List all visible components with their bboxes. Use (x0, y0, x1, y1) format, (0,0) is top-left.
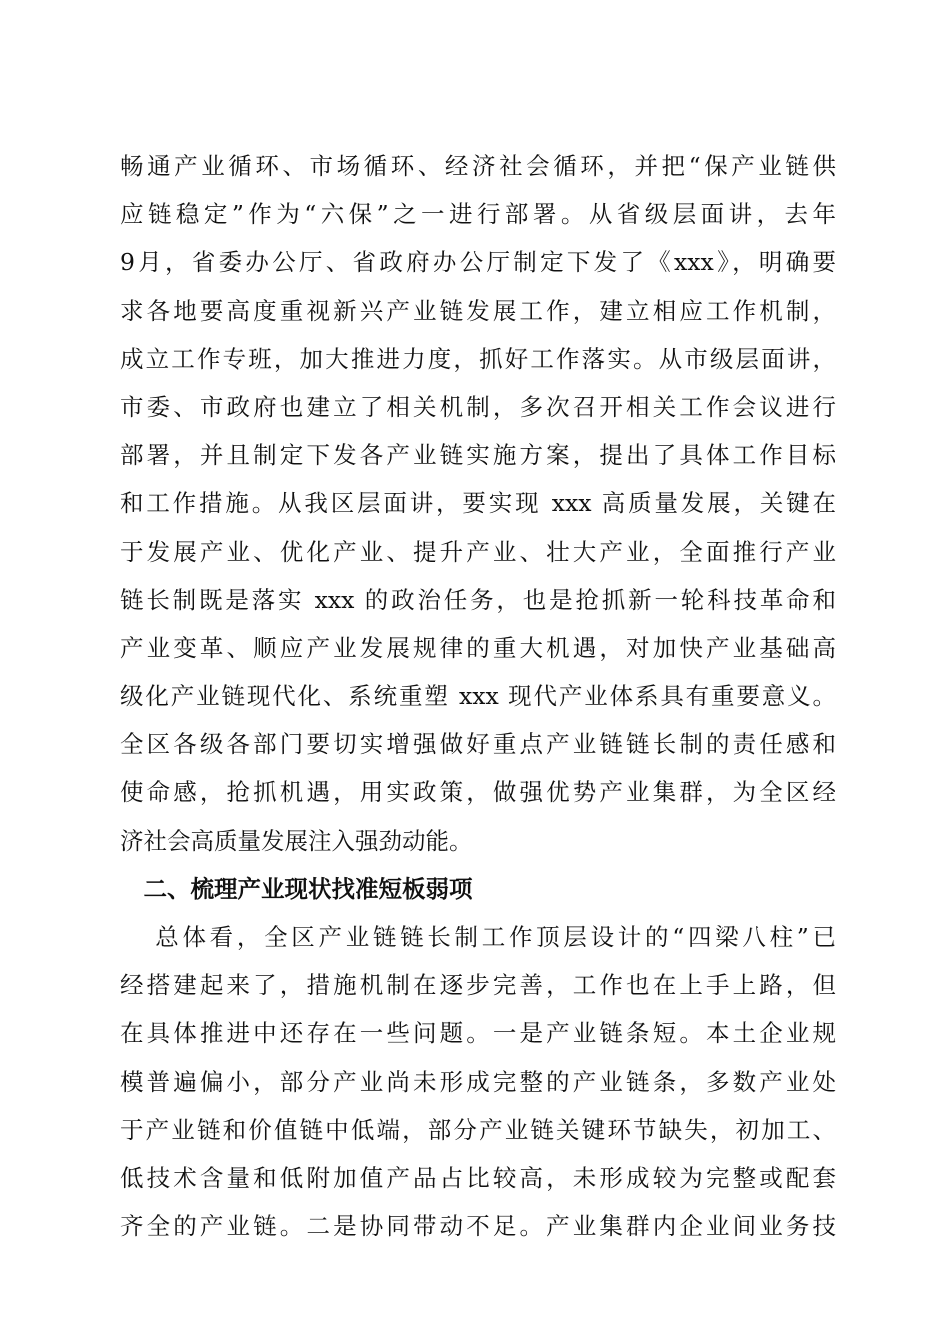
text-line: 齐全的产业链。二是协同带动不足。产业集群内企业间业务技 (120, 1212, 836, 1241)
paragraph-1 (120, 142, 836, 865)
text-line: 级化产业链现代化、系统重塑 xxx 现代产业体系具有重要意义。 (120, 682, 836, 711)
text-line: 应链稳定”作为“六保”之一进行部署。从省级层面讲，去年 (120, 200, 836, 229)
text-line: 产业变革、顺应产业发展规律的重大机遇，对加快产业基础高 (120, 633, 836, 662)
text-line: 9月，省委办公厅、省政府办公厅制定下发了《xxx》，明确要 (120, 248, 836, 277)
text-line: 经搭建起来了，措施机制在逐步完善，工作也在上手上路，但 (120, 971, 836, 1000)
text-line: 低技术含量和低附加值产品占比较高，未形成较为完整或配套 (120, 1163, 836, 1192)
text-line: 畅通产业循环、市场循环、经济社会循环，并把“保产业链供 (120, 152, 836, 180)
text-line: 于产业链和价值链中低端，部分产业链关键环节缺失，初加工、 (120, 1115, 836, 1144)
paragraph-2 (120, 913, 836, 1250)
text-line: 使命感，抢抓机遇，用实政策，做强优势产业集群，为全区经 (120, 778, 836, 807)
text-line: 部署，并且制定下发各产业链实施方案，提出了具体工作目标 (120, 441, 836, 470)
text-line: 全区各级各部门要切实增强做好重点产业链链长制的责任感和 (120, 730, 836, 759)
text-line: 求各地要高度重视新兴产业链发展工作，建立相应工作机制， (120, 296, 836, 325)
text-line: 和工作措施。从我区层面讲，要实现 xxx 高质量发展，关键在 (120, 489, 836, 518)
text-line: 济社会高质量发展注入强劲动能。 (120, 826, 473, 855)
text-line: 在具体推进中还存在一些问题。一是产业链条短。本土企业规 (120, 1019, 836, 1048)
text-line: 成立工作专班，加大推进力度，抓好工作落实。从市级层面讲， (120, 344, 836, 373)
text-line: 链长制既是落实 xxx 的政治任务，也是抢抓新一轮科技革命和 (120, 585, 836, 614)
text-line: 总体看，全区产业链链长制工作顶层设计的“四梁八柱”已 (155, 923, 836, 951)
text-line: 模普遍偏小，部分产业尚未形成完整的产业链条，多数产业处 (120, 1067, 836, 1096)
text-line: 于发展产业、优化产业、提升产业、壮大产业，全面推行产业 (120, 537, 836, 566)
document-body (120, 142, 836, 1250)
section-heading: 二、梳理产业现状找准短板弱项 (143, 874, 473, 903)
text-line: 市委、市政府也建立了相关机制，多次召开相关工作会议进行 (120, 392, 836, 421)
